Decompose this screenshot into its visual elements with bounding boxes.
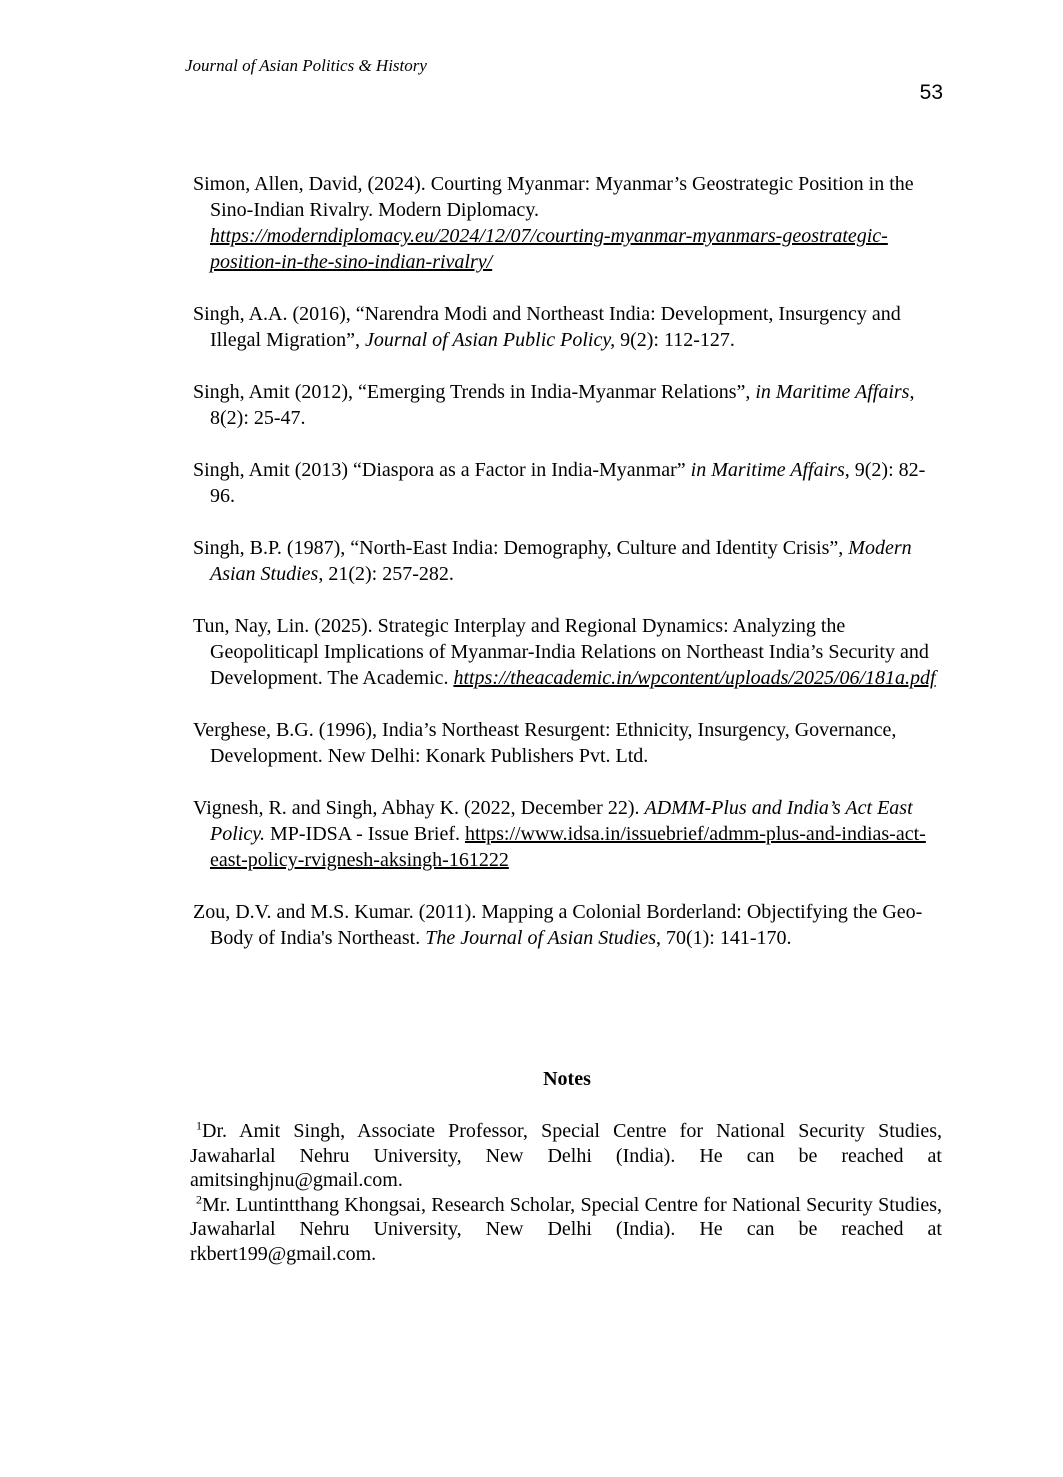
reference-entry-verghese-1996 xyxy=(193,717,941,769)
reference-text: Tun, Nay, Lin. (2025). Strategic Interplay and Regional Dynamics: Analyzing the Geopoliticapl Implications of Myanmar-India Relations on Northeast India’s Security and Development. The Academic. xyxy=(193,615,929,689)
footnote-1 xyxy=(190,1119,942,1193)
reference-journal-title: in Maritime Affairs xyxy=(690,459,845,481)
reference-journal-title: The Journal of Asian Studies xyxy=(425,927,656,949)
reference-text: Simon, Allen, David, (2024). Courting Myanmar: Myanmar’s Geostrategic Position in the Sino-Indian Rivalry. Modern Diplomacy. xyxy=(193,173,914,221)
footnote-text: Dr. Amit Singh, Associate Professor, Special Centre for National Security Studies, Jawaharlal Nehru University, New Delhi (India). He can be reached at amitsinghjnu@gmail.com. xyxy=(190,1120,942,1191)
reference-text: Singh, Amit (2013) “Diaspora as a Factor in India-Myanmar” xyxy=(193,459,691,481)
reference-text: Verghese, B.G. (1996), India’s Northeast Resurgent: Ethnicity, Insurgency, Governance, Development. New Delhi: Konark Publishers Pvt. Ltd. xyxy=(193,719,897,767)
reference-entry-vignesh-2022 xyxy=(193,795,941,873)
reference-entry-tun-2025 xyxy=(193,613,941,691)
reference-url-link[interactable]: https://www.idsa.in/issuebrief/admm-plus-and-indias-act-east-policy-rvignesh-aksingh-161222 xyxy=(210,823,926,871)
reference-text: , 70(1): 141-170. xyxy=(655,927,792,949)
reference-text: Vignesh, R. and Singh, Abhay K. (2022, December 22). xyxy=(193,797,645,819)
reference-entry-simon-2024 xyxy=(193,171,941,275)
footnote-text: Mr. Luntintthang Khongsai, Research Scholar, Special Centre for National Security Studies, Jawaharlal Nehru University, New Delhi (India). He can be reached at rkbert199@gmail.com. xyxy=(190,1193,942,1265)
reference-journal-title: Modern Asian Studies xyxy=(210,537,912,585)
reference-text: , 21(2): 257-282. xyxy=(318,563,454,585)
reference-journal-title: in Maritime Affairs xyxy=(755,381,910,403)
footnote-number: 1 xyxy=(196,1118,202,1133)
footnotes-section xyxy=(190,1119,942,1266)
reference-text: Singh, Amit (2012), “Emerging Trends in India-Myanmar Relations”, xyxy=(193,381,756,403)
reference-url-link[interactable]: https://moderndiplomacy.eu/2024/12/07/courting-myanmar-myanmars-geostrategic-position-in-the-sino-indian-rivalry/ xyxy=(210,225,888,273)
reference-work-title: ADMM-Plus and India’s Act East Policy. xyxy=(210,797,913,845)
reference-entry-zou-2011 xyxy=(193,899,941,951)
reference-text: , 9(2): 82-96. xyxy=(210,459,926,507)
reference-list xyxy=(193,171,941,951)
reference-text: Zou, D.V. and M.S. Kumar. (2011). Mapping a Colonial Borderland: Objectifying the Geo-Body of India's Northeast. xyxy=(193,901,923,949)
reference-url-link[interactable]: https://theacademic.in/wpcontent/uploads/2025/06/181a.pdf xyxy=(453,667,936,689)
notes-heading: Notes xyxy=(543,1068,591,1090)
reference-text: 9(2): 112-127. xyxy=(615,329,735,351)
reference-entry-singh-2016 xyxy=(193,301,941,353)
reference-text: Singh, B.P. (1987), “North-East India: Demography, Culture and Identity Crisis”, xyxy=(193,537,849,559)
reference-text: , 8(2): 25-47. xyxy=(210,381,915,429)
reference-text: Singh, A.A. (2016), “Narendra Modi and Northeast India: Development, Insurgency and Illegal Migration”, xyxy=(193,303,901,351)
footnote-2 xyxy=(190,1193,942,1267)
journal-title: Journal of Asian Politics & History xyxy=(185,56,427,75)
page-header xyxy=(185,0,943,105)
reference-text: MP-IDSA - Issue Brief. xyxy=(264,823,465,845)
reference-journal-title: Journal of Asian Public Policy, xyxy=(364,329,616,351)
footnote-number: 2 xyxy=(196,1191,202,1206)
reference-entry-singh-2013 xyxy=(193,457,941,509)
reference-entry-singh-2012 xyxy=(193,379,941,431)
page-number: 53 xyxy=(919,81,943,104)
reference-entry-singh-1987 xyxy=(193,535,941,587)
